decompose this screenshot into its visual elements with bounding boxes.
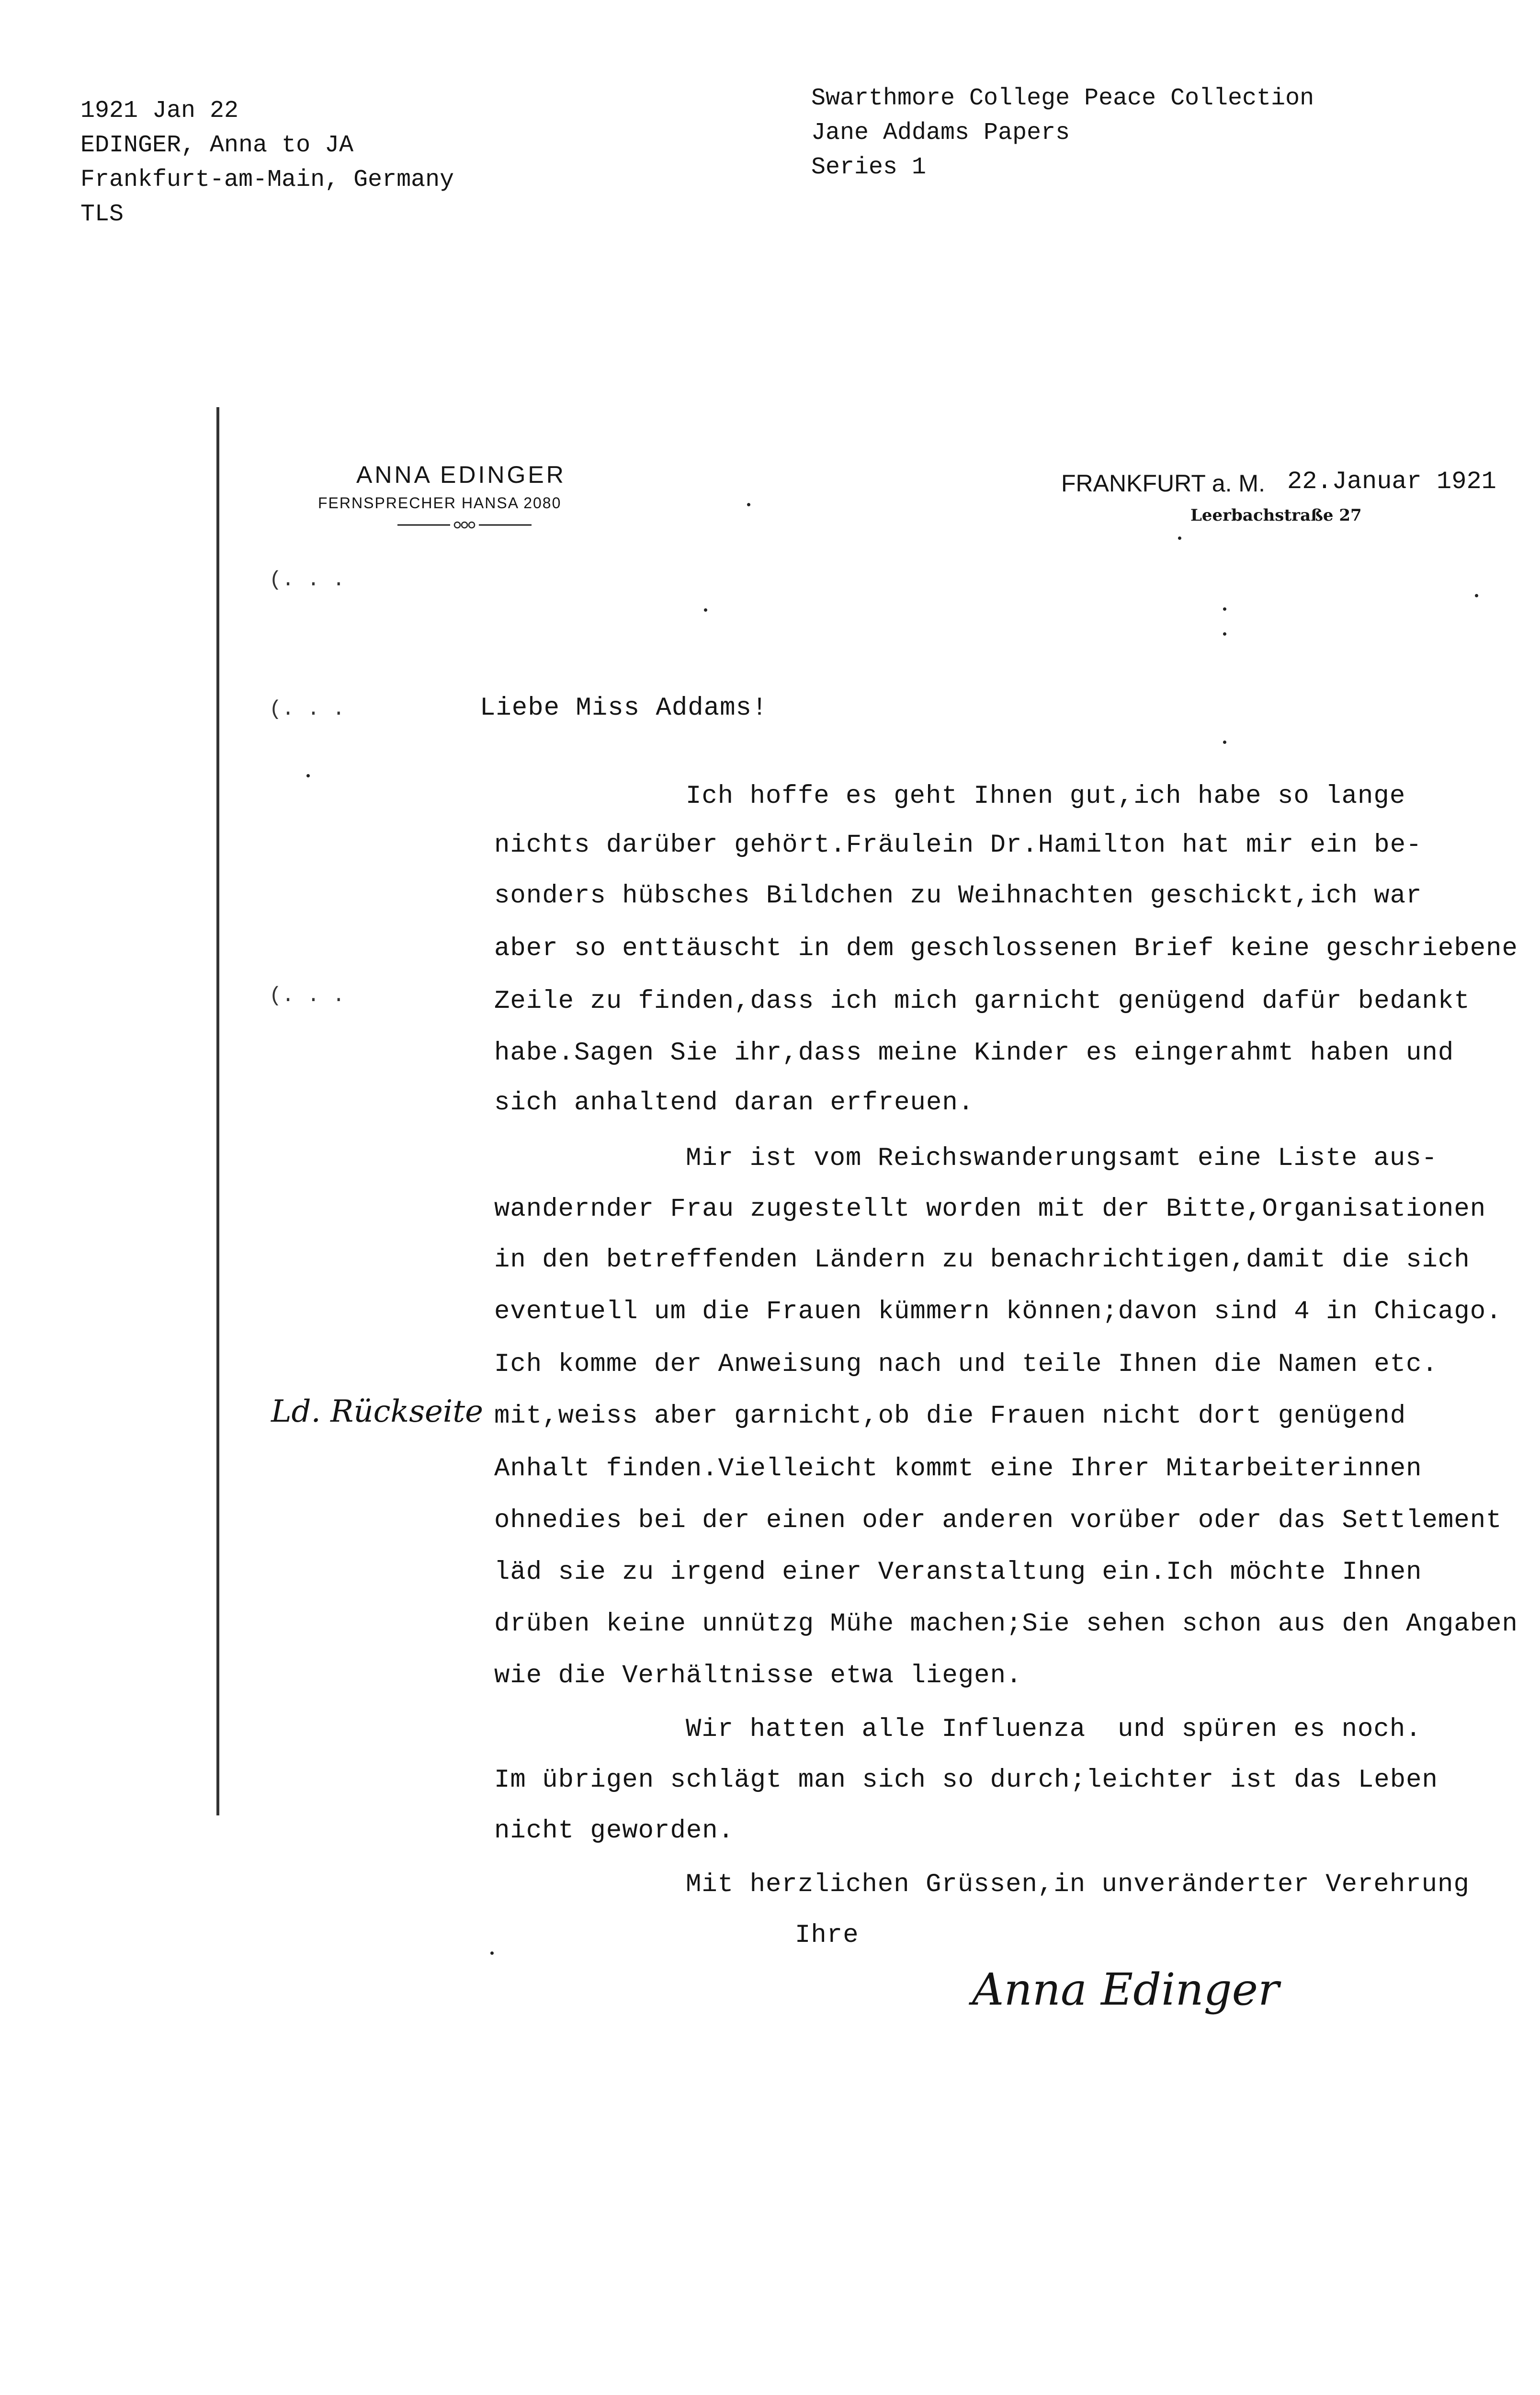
letter-line: Ich hoffe es geht Ihnen gut,ich habe so lange xyxy=(686,782,1406,811)
letterhead-ornament xyxy=(397,520,532,530)
letter-line: nichts darüber gehört.Fräulein Dr.Hamilton hat mir ein be- xyxy=(494,831,1422,860)
salutation: Liebe Miss Addams! xyxy=(480,694,768,723)
archive-series: Series 1 xyxy=(811,154,927,181)
letter-line: wandernder Frau zugestellt worden mit der Bitte,Organisationen xyxy=(494,1195,1486,1224)
archive-place: Frankfurt-am-Main, Germany xyxy=(80,166,454,194)
speck xyxy=(306,774,310,777)
letter-line: aber so enttäuscht in dem geschlossenen Brief keine geschriebene xyxy=(494,934,1518,963)
letterhead-phone: FERNSPRECHER HANSA 2080 xyxy=(318,494,562,512)
letter-line: sonders hübsches Bildchen zu Weihnachten geschickt,ich war xyxy=(494,881,1422,911)
letter-line: nicht geworden. xyxy=(494,1816,735,1846)
archive-papers: Jane Addams Papers xyxy=(811,119,1070,147)
page-left-border xyxy=(216,407,219,1815)
letterhead-place: FRANKFURT a. M. xyxy=(1061,470,1265,497)
speck xyxy=(747,503,750,506)
margin-mark: (. . . xyxy=(269,568,345,592)
letter-line: Wir hatten alle Influenza und spüren es noch. xyxy=(686,1715,1422,1744)
handwritten-margin-note: Ld. Rückseite xyxy=(271,1394,483,1429)
archive-collection: Swarthmore College Peace Collection xyxy=(811,85,1314,112)
archive-correspondents: EDINGER, Anna to JA xyxy=(80,132,354,159)
letter-date: 22.Januar 1921 xyxy=(1287,468,1496,496)
signature: Anna Edinger xyxy=(972,1964,1280,2015)
letter-line: wie die Verhältnisse etwa liegen. xyxy=(494,1661,1022,1690)
letter-line: läd sie zu irgend einer Veranstaltung ein.Ich möchte Ihnen xyxy=(494,1558,1422,1587)
letter-line: ohnedies bei der einen oder anderen vorüber oder das Settlement xyxy=(494,1506,1502,1535)
speck xyxy=(1178,536,1181,540)
letterhead-street: Leerbachstraße 27 xyxy=(1190,506,1362,525)
letter-line: drüben keine unnützg Mühe machen;Sie sehen schon aus den Angaben xyxy=(494,1609,1518,1639)
speck xyxy=(704,608,707,612)
letter-line: Anhalt finden.Vielleicht kommt eine Ihrer Mitarbeiterinnen xyxy=(494,1454,1422,1483)
letter-line: Mir ist vom Reichswanderungsamt eine Liste aus- xyxy=(686,1144,1438,1173)
letterhead-name: ANNA EDINGER xyxy=(356,461,566,488)
archive-metadata-right xyxy=(811,81,1314,185)
speck xyxy=(490,1951,494,1955)
archive-metadata-left xyxy=(80,94,454,232)
archive-type: TLS xyxy=(80,201,124,228)
letter-line: Ich komme der Anweisung nach und teile Ihnen die Namen etc. xyxy=(494,1350,1438,1379)
speck xyxy=(1223,607,1226,611)
archive-date: 1921 Jan 22 xyxy=(80,97,239,125)
letter-line: mit,weiss aber garnicht,ob die Frauen nicht dort genügend xyxy=(494,1402,1406,1431)
margin-mark: (. . . xyxy=(269,697,345,721)
closing-ihre: Ihre xyxy=(795,1921,859,1950)
margin-mark: (. . . xyxy=(269,984,345,1008)
speck xyxy=(1223,632,1226,636)
speck xyxy=(1223,741,1226,744)
letter-line: sich anhaltend daran erfreuen. xyxy=(494,1088,974,1118)
letter-line: habe.Sagen Sie ihr,dass meine Kinder es eingerahmt haben und xyxy=(494,1038,1454,1068)
letter-line: Im übrigen schlägt man sich so durch;leichter ist das Leben xyxy=(494,1766,1438,1795)
letter-line: Mit herzlichen Grüssen,in unveränderter Verehrung xyxy=(686,1870,1470,1899)
letter-line: in den betreffenden Ländern zu benachrichtigen,damit die sich xyxy=(494,1245,1470,1275)
letter-line: eventuell um die Frauen kümmern können;davon sind 4 in Chicago. xyxy=(494,1297,1502,1326)
letter-line: Zeile zu finden,dass ich mich garnicht genügend dafür bedankt xyxy=(494,987,1470,1016)
speck xyxy=(1475,594,1478,597)
